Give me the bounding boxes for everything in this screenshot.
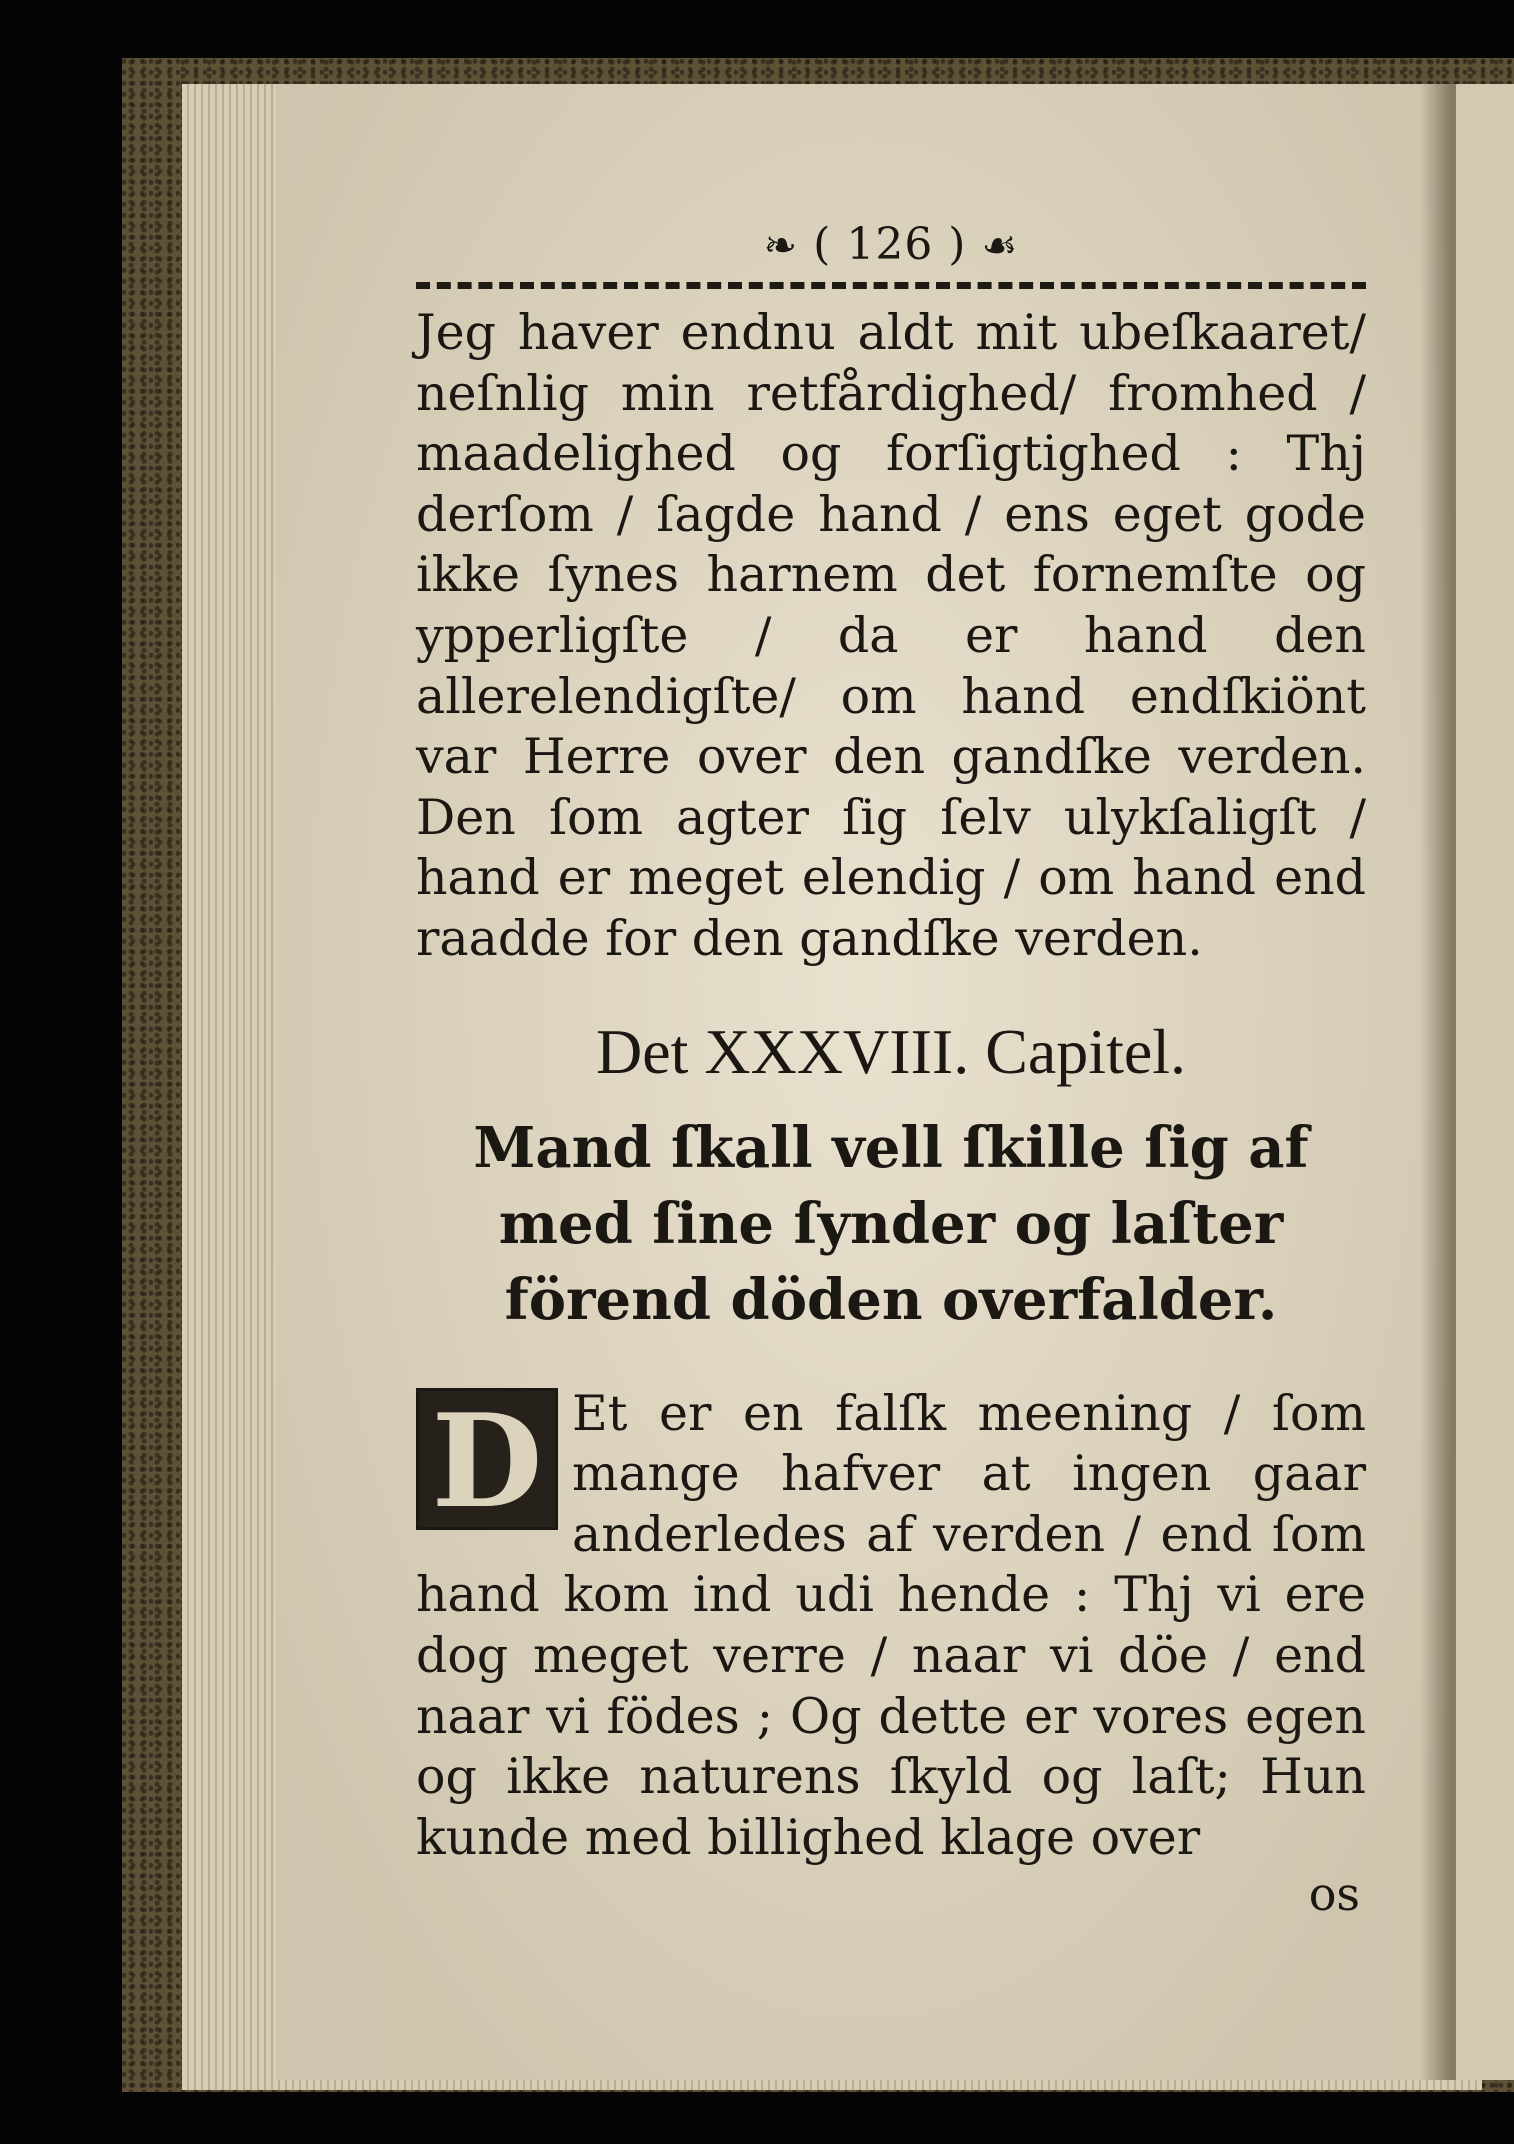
paragraph-2-text: Et er en falſk meening / ſom mange hafver at ingen gaar anderledes af verden / end ſom hand kom ind udi hende : Thj vi ere dog meget verre / naar vi döe / end naar vi födes ; Og dette er vores egen og ikke naturens ſkyld og laſt; Hun kunde med billighed klage over bbox=[416, 1384, 1366, 1866]
chapter-heading: Det XXXVIII. Capitel. bbox=[595, 1015, 1187, 1087]
catchword: os bbox=[1308, 1867, 1360, 1922]
paragraph-1: Jeg haver endnu aldt mit ubeſkaaret/ neſnlig min retfårdighed/ fromhed / maadelighed og forſigtighed : Thj derſom / ſagde hand / ens eget gode ikke ſynes harnem det fornemſte og ypperligſte / da er hand den allerelendigſte/ om hand endſkiönt var Herre over den gandſke verden. Den ſom agter ſig ſelv ulykſaligſt / hand er meget elendig / om hand end raadde for den gandſke verden. bbox=[416, 304, 1366, 967]
gutter-shadow bbox=[1420, 84, 1454, 2080]
left-ornament-icon: ❧ bbox=[763, 223, 799, 269]
paragraph-2 bbox=[416, 1384, 1366, 1869]
page-text bbox=[416, 216, 1366, 1920]
right-ornament-icon: ☙ bbox=[981, 223, 1019, 269]
page-header bbox=[416, 216, 1366, 274]
drop-cap: D bbox=[416, 1388, 558, 1530]
header-rule bbox=[416, 282, 1366, 289]
chapter-title: Mand ſkall vell ſkille ſig af med ſine ſynder og laſter förend döden overfalder. bbox=[473, 1114, 1309, 1333]
page-number: ( 126 ) bbox=[813, 219, 967, 270]
facing-page-edge bbox=[1454, 84, 1514, 2080]
